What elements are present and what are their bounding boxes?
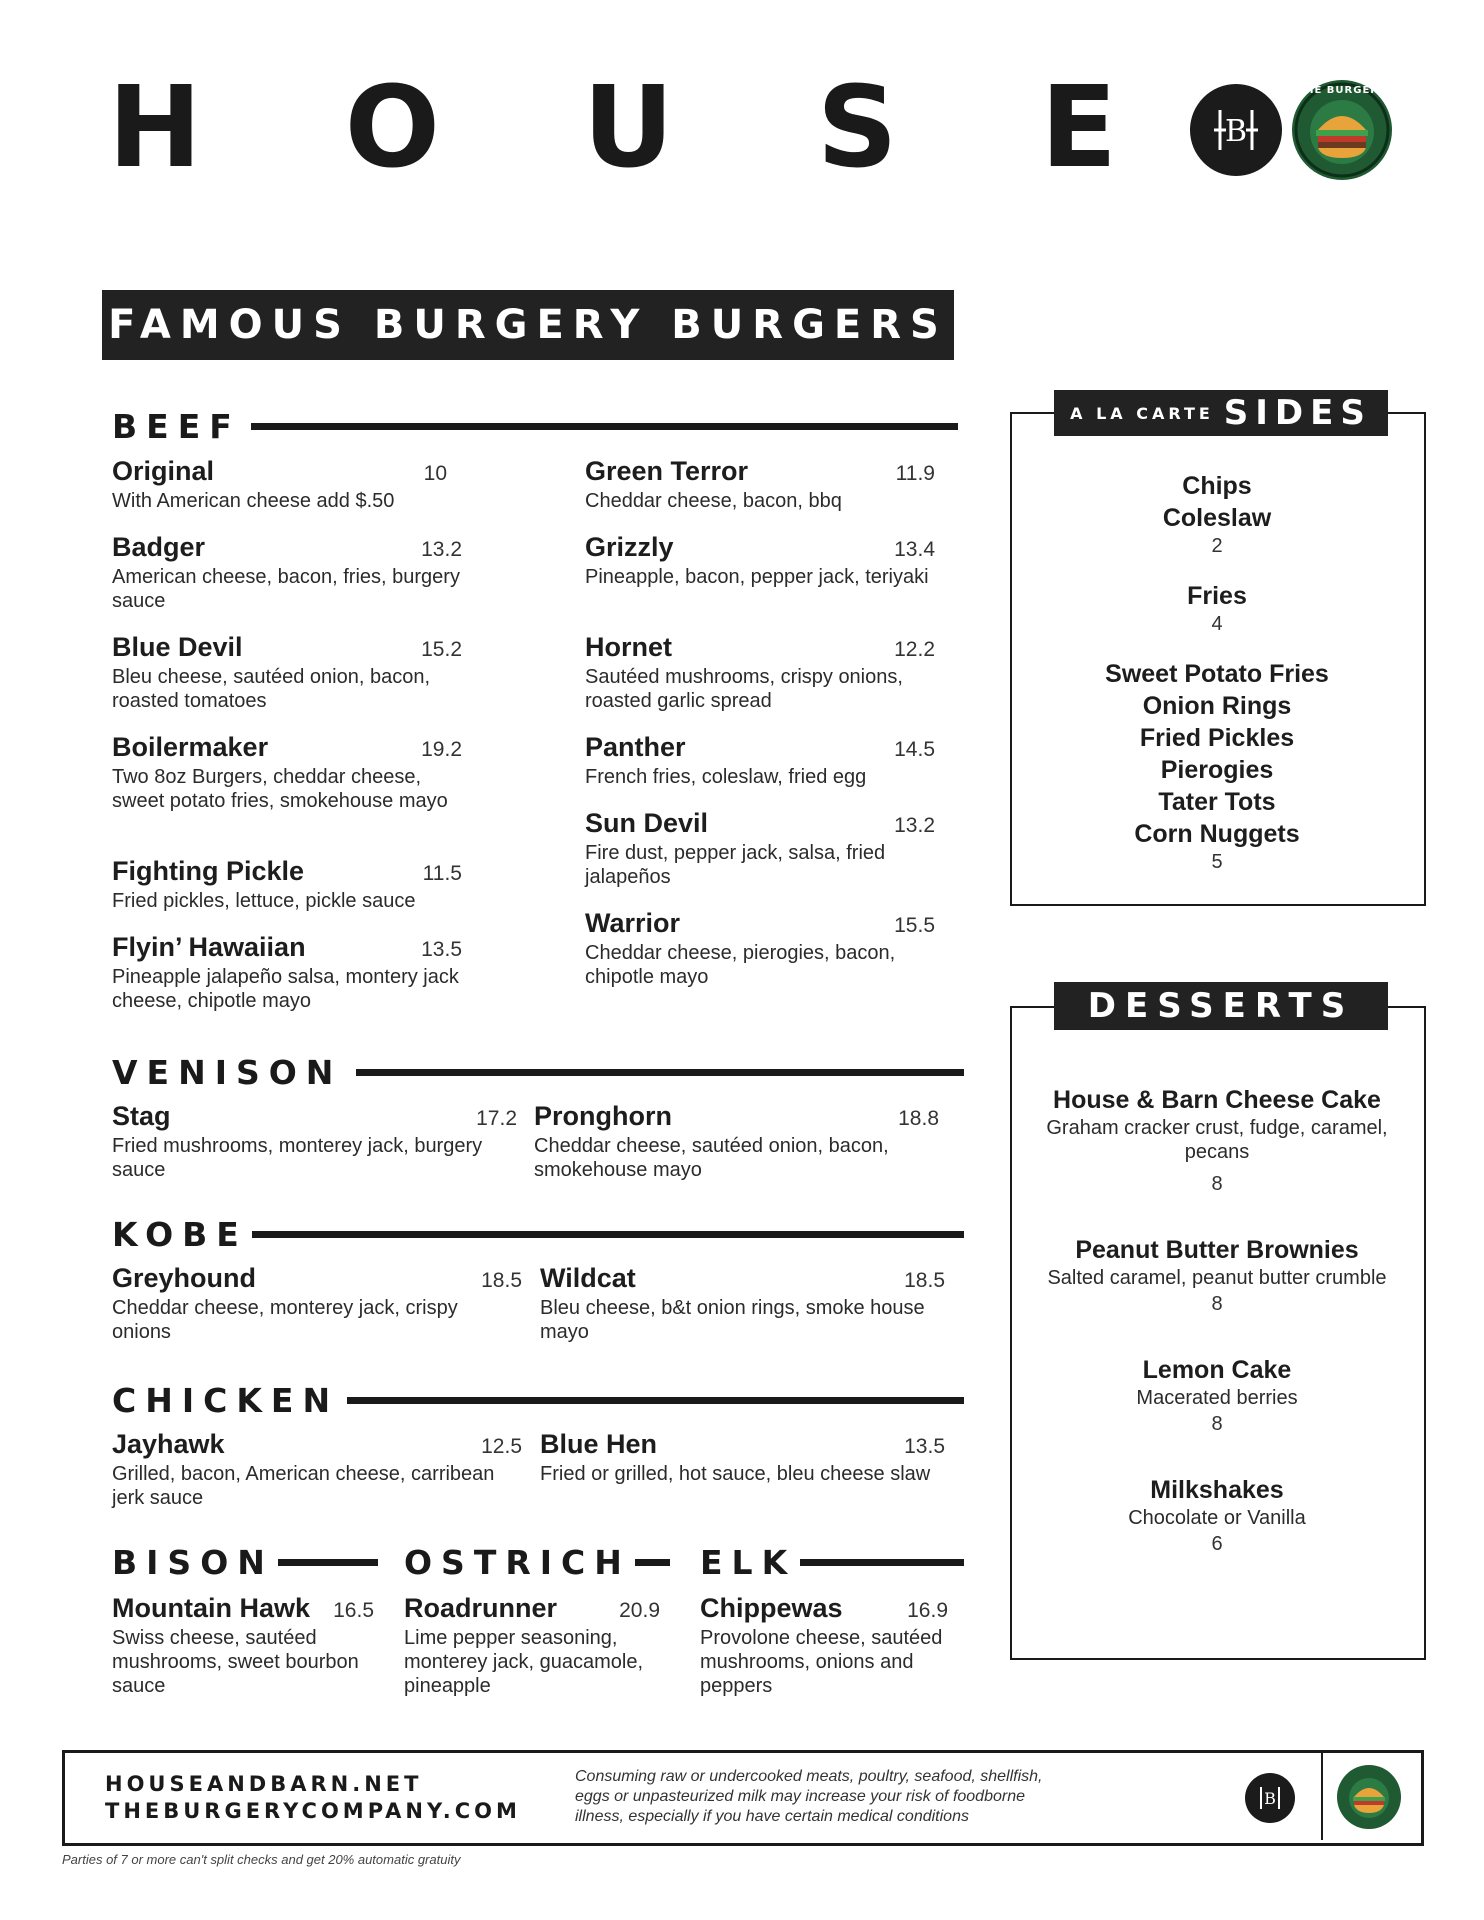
menu-item-badger [112,531,462,613]
section-rule [252,1231,964,1238]
footer-bar [62,1750,1424,1846]
sides-group [1012,658,1422,874]
item-price: 18.5 [904,1269,945,1292]
section-rule [278,1559,378,1566]
menu-item-panther [585,731,935,789]
side-item: Pierogies [1160,756,1274,784]
dessert-description: Graham cracker crust, fudge, caramel, pecans [1046,1117,1388,1163]
section-rule [800,1559,964,1566]
menu-item-original [112,455,462,513]
dessert-price: 8 [1211,1293,1223,1315]
item-name: Badger [112,532,206,562]
side-item: Onion Rings [1142,692,1292,720]
dessert-price: 8 [1211,1173,1223,1195]
section-rule [356,1069,964,1076]
gratuity-note: Parties of 7 or more can't split checks and get 20% automatic gratuity [62,1852,461,1867]
footer-links [105,1771,521,1825]
hb-monogram-icon [1190,84,1282,176]
item-price: 11.5 [422,862,462,885]
burgery-company-logo [1292,80,1392,180]
menu-item-mountain-hawk [112,1592,374,1698]
menu-item-boilermaker [112,731,462,813]
bison-title: BISON [112,1542,274,1582]
item-price: 11.9 [895,462,935,485]
banner-title: FAMOUS BURGERY BURGERS [108,302,948,348]
bison-heading [112,1544,378,1580]
menu-item-roadrunner [404,1592,660,1698]
beef-title: BEEF [112,406,241,446]
menu-item-sun-devil [585,807,935,889]
sides-title: SIDES [1223,393,1372,433]
item-price: 20.9 [619,1599,660,1622]
item-description: Swiss cheese, sautéed mushrooms, sweet bourbon sauce [112,1627,359,1697]
item-name: Stag [112,1101,171,1131]
section-rule [251,423,958,430]
menu-item-blue-devil [112,631,462,713]
item-description: Fried pickles, lettuce, pickle sauce [112,890,416,912]
beef-heading [112,408,958,444]
side-item: Tater Tots [1158,788,1276,816]
item-price: 13.2 [421,538,462,561]
side-item: Chips [1182,472,1252,500]
item-name: Green Terror [585,456,749,486]
desserts-tab [1054,982,1388,1030]
kobe-title: KOBE [112,1214,248,1254]
item-price: 15.2 [421,638,462,661]
dessert-item [1012,1084,1422,1196]
item-description: French fries, coleslaw, fried egg [585,766,867,788]
item-description: Fried or grilled, hot sauce, bleu cheese slaw [540,1463,931,1485]
page-title: H O U S E [108,63,1170,193]
dessert-description: Salted caramel, peanut butter crumble [1047,1267,1387,1289]
item-name: Original [112,456,215,486]
kobe-heading [112,1216,964,1252]
item-name: Hornet [585,632,672,662]
side-price: 2 [1211,535,1223,557]
side-item: Fries [1187,582,1247,610]
side-price: 5 [1211,851,1223,873]
item-price: 13.2 [894,814,935,837]
sides-list [1012,470,1422,874]
menu-item-grizzly [585,531,935,589]
item-description: Provolone cheese, sautéed mushrooms, onions and peppers [700,1627,943,1697]
item-name: Sun Devil [585,808,709,838]
item-price: 17.2 [476,1107,517,1130]
menu-item-green-terror [585,455,935,513]
desserts-title: DESSERTS [1087,986,1355,1026]
side-item: Corn Nuggets [1134,820,1300,848]
venison-title: VENISON [112,1052,343,1092]
item-price: 18.5 [481,1269,522,1292]
item-name: Blue Hen [540,1429,658,1459]
item-price: 15.5 [894,914,935,937]
item-name: Boilermaker [112,732,269,762]
item-description: Cheddar cheese, sautéed onion, bacon, smokehouse mayo [534,1135,889,1181]
item-price: 14.5 [894,738,935,761]
item-price: 12.5 [481,1435,522,1458]
footer-divider [1321,1750,1323,1840]
dessert-name: Milkshakes [1150,1476,1284,1504]
a-la-carte-label: A LA CARTE [1070,403,1214,423]
item-price: 13.4 [894,538,935,561]
item-price: 13.5 [421,938,462,961]
item-name: Warrior [585,908,681,938]
dessert-name: Lemon Cake [1142,1356,1292,1384]
dessert-item [1012,1354,1422,1436]
dessert-name: Peanut Butter Brownies [1075,1236,1359,1264]
menu-item-greyhound [112,1262,522,1344]
menu-item-blue-hen [540,1428,945,1486]
item-name: Pronghorn [534,1101,672,1131]
ostrich-title: OSTRICH [404,1542,631,1582]
item-price: 16.9 [907,1599,948,1622]
item-name: Greyhound [112,1263,257,1293]
item-description: Sautéed mushrooms, crispy onions, roasted garlic spread [585,666,903,712]
chicken-title: CHICKEN [112,1380,340,1420]
chicken-heading [112,1382,964,1418]
item-description: Lime pepper seasoning, monterey jack, guacamole, pineapple [404,1627,644,1697]
dessert-price: 8 [1211,1413,1223,1435]
item-price: 12.2 [894,638,935,661]
item-name: Blue Devil [112,632,243,662]
svg-text:B: B [1264,1789,1276,1808]
item-description: Bleu cheese, sautéed onion, bacon, roasted tomatoes [112,666,431,712]
item-description: Cheddar cheese, bacon, bbq [585,490,842,512]
side-item: Sweet Potato Fries [1105,660,1329,688]
side-item: Fried Pickles [1139,724,1295,752]
item-description: Cheddar cheese, pierogies, bacon, chipotle mayo [585,942,896,988]
side-price: 4 [1211,613,1223,635]
svg-text:B: B [1224,114,1248,149]
item-description: Grilled, bacon, American cheese, carribean jerk sauce [112,1463,495,1509]
menu-item-wildcat [540,1262,945,1344]
item-name: Wildcat [540,1263,636,1293]
dessert-price: 6 [1211,1533,1223,1555]
item-name: Chippewas [700,1593,843,1623]
venison-heading [112,1054,964,1090]
item-price: 10 [423,462,447,485]
burgery-logo-label: THE BURGERY [1297,85,1387,96]
hb-footer-logo-icon [1245,1773,1295,1823]
dessert-name: House & Barn Cheese Cake [1053,1086,1381,1114]
house-and-barn-logo [1190,84,1282,176]
item-description: Pineapple, bacon, pepper jack, teriyaki [585,566,929,588]
menu-item-hornet [585,631,935,713]
desserts-list [1012,1084,1422,1556]
item-name: Roadrunner [404,1593,558,1623]
item-price: 13.5 [904,1435,945,1458]
item-price: 16.5 [333,1599,374,1622]
item-description: Two 8oz Burgers, cheddar cheese, sweet potato fries, smokehouse mayo [112,766,448,812]
item-description: With American cheese add $.50 [112,490,395,512]
item-description: Fire dust, pepper jack, salsa, fried jalapeños [585,842,886,888]
item-description: American cheese, bacon, fries, burgery sauce [112,566,460,612]
menu-item-flyin-hawaiian [112,931,462,1013]
item-name: Mountain Hawk [112,1593,311,1623]
elk-heading [700,1544,964,1580]
item-name: Jayhawk [112,1429,225,1459]
ostrich-heading [404,1544,670,1580]
dessert-description: Chocolate or Vanilla [1128,1507,1306,1529]
menu-item-stag [112,1100,517,1182]
burgery-company-link[interactable]: THEBURGERYCOMPANY.COM [105,1799,521,1823]
house-and-barn-link[interactable]: HOUSEANDBARN.NET [105,1772,423,1796]
sides-group [1012,580,1422,636]
item-name: Grizzly [585,532,674,562]
burgery-footer-logo-icon [1337,1765,1401,1829]
item-description: Bleu cheese, b&t onion rings, smoke house mayo [540,1297,925,1343]
dessert-item [1012,1474,1422,1556]
dessert-item [1012,1234,1422,1316]
item-description: Cheddar cheese, monterey jack, crispy onions [112,1297,458,1343]
sides-tab [1054,390,1388,436]
menu-item-jayhawk [112,1428,522,1510]
dessert-description: Macerated berries [1136,1387,1298,1409]
menu-item-fighting-pickle [112,855,462,913]
item-description: Fried mushrooms, monterey jack, burgery sauce [112,1135,483,1181]
food-safety-warning: Consuming raw or undercooked meats, poultry, seafood, shellfish, eggs or unpasteurized milk may increase your risk of foodborne illness, especially if you have certain medical conditions [575,1768,1043,1825]
section-rule [635,1559,670,1566]
item-name: Panther [585,732,686,762]
item-name: Flyin’ Hawaiian [112,932,306,962]
item-price: 19.2 [421,738,462,761]
menu-item-warrior [585,907,935,989]
side-item: Coleslaw [1162,504,1272,532]
menu-item-pronghorn [534,1100,939,1182]
menu-item-chippewas [700,1592,948,1698]
famous-burgers-banner [102,290,954,360]
item-price: 18.8 [898,1107,939,1130]
elk-title: ELK [700,1542,797,1582]
item-description: Pineapple jalapeño salsa, montery jack cheese, chipotle mayo [112,966,459,1012]
item-name: Fighting Pickle [112,856,305,886]
sides-group [1012,470,1422,558]
section-rule [347,1397,964,1404]
